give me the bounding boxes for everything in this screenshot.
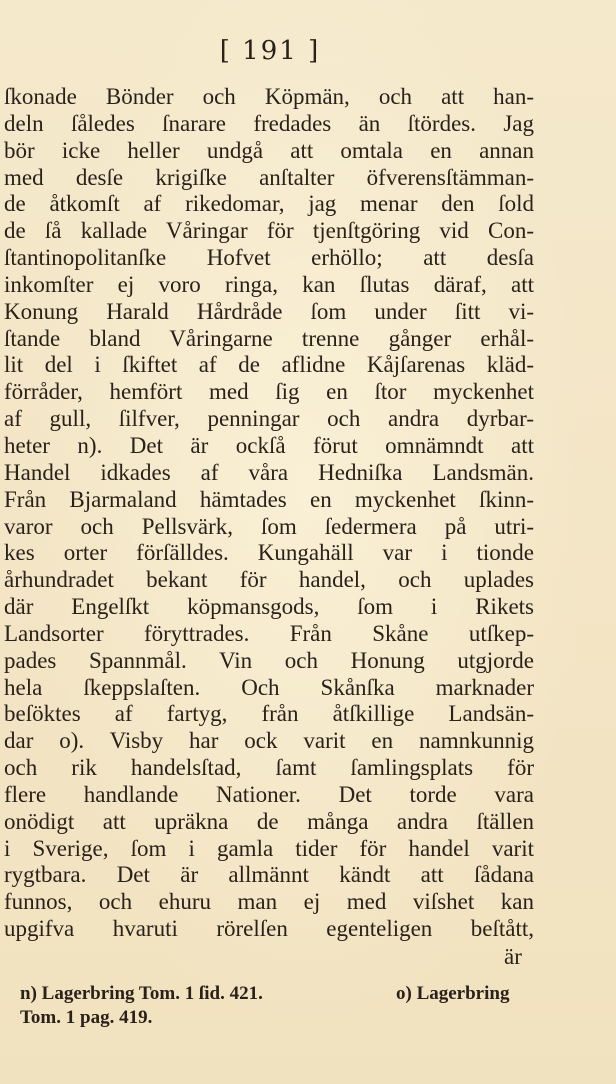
text-line: pades Spannmål. Vin och Honung utgjorde	[4, 647, 534, 673]
footnote-n-line2: Tom. 1 pag. 419.	[20, 1007, 153, 1028]
text-line: lit del i ſkiftet af de aflidne Kåjſarenas kläd-	[4, 352, 534, 378]
text-line: flere handlande Nationer. Det torde vara	[4, 781, 534, 807]
text-line: århundradet bekant för handel, och uplades	[4, 567, 534, 593]
text-line: ſtantinopolitanſke Hofvet erhöllo; att desſa	[4, 245, 534, 271]
text-line: kes orter förſälldes. Kungahäll var i tionde	[4, 540, 534, 566]
text-line: ſtande bland Våringarne trenne gånger erhål-	[4, 325, 534, 351]
text-line: onödigt att upräkna de många andra ſtällen	[4, 808, 534, 834]
text-line: rygtbara. Det är allmännt kändt att ſådana	[4, 862, 534, 888]
text-line: Konung Harald Hårdråde ſom under ſitt vi-	[4, 298, 534, 324]
text-line: hela ſkeppslaſten. Och Skånſka marknader	[4, 674, 534, 700]
text-line: upgifva hvaruti rörelſen egenteligen beſtått,	[4, 916, 534, 942]
text-line: bör icke heller undgå att omtala en annan	[4, 137, 534, 163]
text-line: ſkonade Bönder och Köpmän, och att han-	[4, 84, 534, 109]
text-line: Landsorter föryttrades. Från Skåne utſkep-	[4, 620, 534, 646]
text-line: inkomſter ej voro ringa, kan ſlutas däraf, att	[4, 271, 534, 297]
text-line: deln ſåledes ſnarare fredades än ſtördes. Jag	[4, 110, 534, 136]
text-line: funnos, och ehuru man ej med viſshet kan	[4, 889, 534, 915]
page-number-header: [ 191 ]	[219, 36, 321, 66]
text-line: i Sverige, ſom i gamla tider för handel varit	[4, 835, 534, 861]
text-line: där Engelſkt köpmansgods, ſom i Rikets	[4, 594, 534, 620]
catchword: är	[504, 944, 522, 969]
text-line: förråder, hemfört med ſig en ſtor myckenhet	[4, 379, 534, 405]
text-line: beſöktes af fartyg, från åtſkillige Landsän-	[4, 701, 534, 727]
footnote-o-line1: o) Lagerbring	[396, 983, 510, 1004]
body-text	[4, 84, 534, 943]
text-line: Handel idkades af våra Hedniſka Landsmän.	[4, 459, 534, 485]
text-line: Från Bjarmaland hämtades en myckenhet ſkinn-	[4, 486, 534, 512]
footnotes	[20, 982, 540, 1030]
text-line: de ſå kallade Våringar för tjenſtgöring vid Con-	[4, 218, 534, 244]
text-line: och rik handelsſtad, ſamt ſamlingsplats för	[4, 755, 534, 781]
footnote-n-line1: n) Lagerbring Tom. 1 ſid. 421.	[20, 983, 263, 1004]
text-line: varor och Pellsvärk, ſom ſedermera på utri-	[4, 513, 534, 539]
text-line: de åtkomſt af rikedomar, jag menar den ſold	[4, 191, 534, 217]
text-line: af gull, ſilfver, penningar och andra dyrbar-	[4, 406, 534, 432]
text-line: med desſe krigiſke anſtalter öfverensſtämman-	[4, 164, 534, 190]
text-line: heter n). Det är ockſå förut omnämndt att	[4, 432, 534, 458]
text-line: dar o). Visby har ock varit en namnkunnig	[4, 728, 534, 754]
